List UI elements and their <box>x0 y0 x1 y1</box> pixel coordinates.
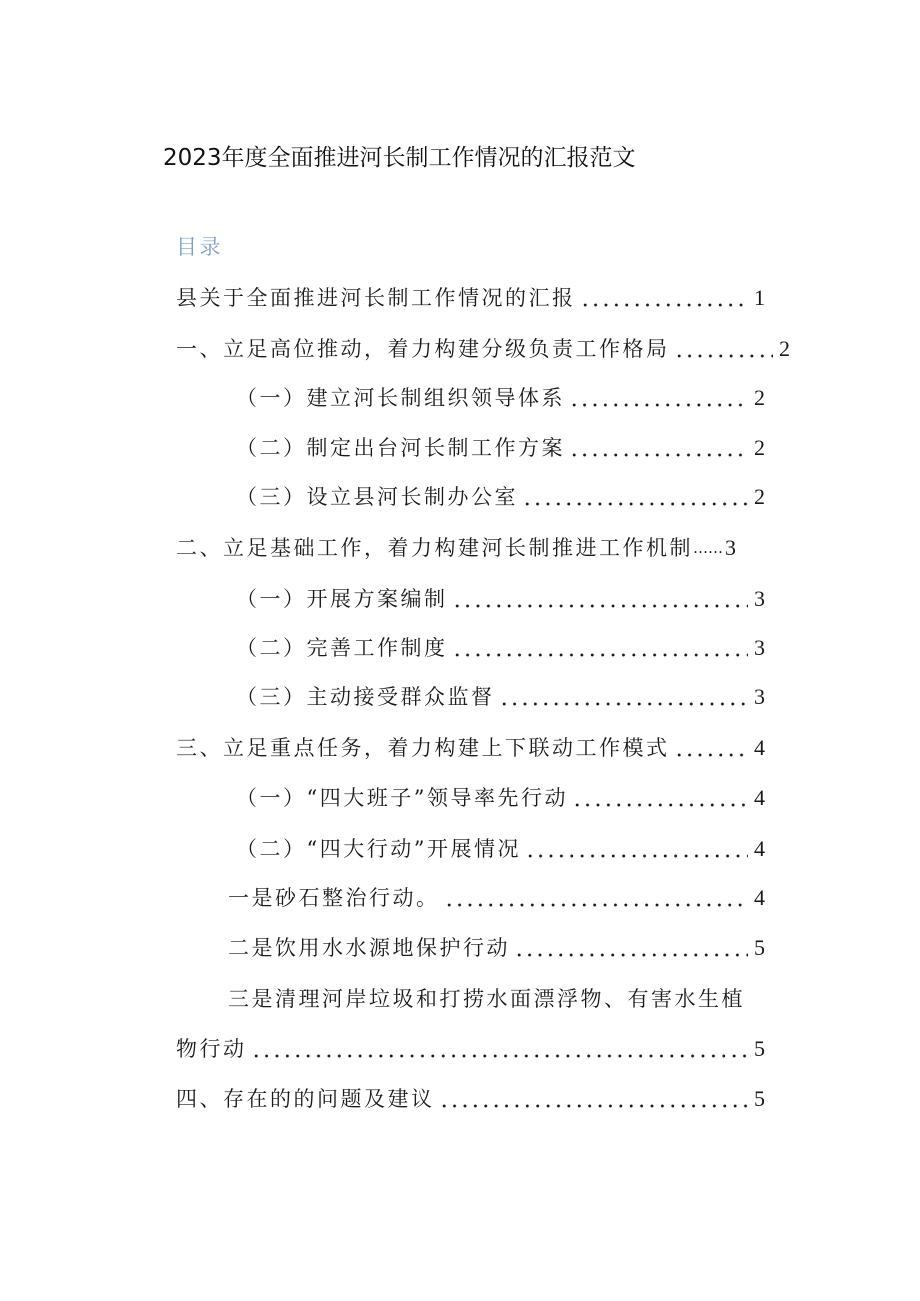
toc-entry-label: 县关于全面推进河长制工作情况的汇报 <box>176 286 576 310</box>
page-title: 2023年度全面推进河长制工作情况的汇报范文 <box>163 145 636 171</box>
toc-entry[interactable] <box>228 933 765 963</box>
toc-dot-leader <box>251 1034 749 1064</box>
toc-entry[interactable] <box>236 682 765 712</box>
toc-page-number: 3 <box>754 586 765 611</box>
toc-page-number: 2 <box>754 385 765 410</box>
toc-entry-label: 一是砂石整治行动。 <box>228 886 440 910</box>
toc-page-number: 2 <box>754 435 765 460</box>
toc-entry[interactable] <box>176 533 736 563</box>
toc-entry-label: （三）设立县河长制办公室 <box>236 485 518 509</box>
toc-page-number: 4 <box>754 735 765 760</box>
toc-dot-leader <box>439 1084 749 1114</box>
toc-entry-label: （三）主动接受群众监督 <box>236 685 495 709</box>
toc-ellipsis: …… <box>693 539 723 557</box>
toc-entry-label: （二）制定出台河长制工作方案 <box>236 436 565 460</box>
toc-dot-leader <box>499 682 749 712</box>
toc-entry-continuation[interactable] <box>176 1034 765 1064</box>
toc-dot-leader <box>674 334 774 364</box>
toc-dot-leader <box>452 584 749 614</box>
toc-entry-label: （二）完善工作制度 <box>236 636 448 660</box>
toc-entry[interactable] <box>236 783 765 813</box>
toc-entry-label: （一）开展方案编制 <box>236 587 448 611</box>
toc-page-number: 4 <box>754 885 765 910</box>
toc-entry[interactable] <box>236 834 765 864</box>
toc-entry-label: 二、立足基础工作，着力构建河长制推进工作机制 <box>176 536 693 560</box>
toc-entry-label: 物行动 <box>176 1037 247 1061</box>
toc-page-number: 3 <box>754 635 765 660</box>
toc-entry-label: 四、存在的的问题及建议 <box>176 1087 435 1111</box>
toc-entry-label: 一、立足高位推动，着力构建分级负责工作格局 <box>176 337 670 361</box>
toc-dot-leader <box>569 383 748 413</box>
toc-dot-leader <box>569 433 748 463</box>
toc-page-number: 2 <box>779 336 790 361</box>
toc-entry[interactable] <box>236 633 765 663</box>
toc-dot-leader <box>572 783 748 813</box>
toc-dot-leader <box>514 933 748 963</box>
toc-entry-label: 三、立足重点任务，着力构建上下联动工作模式 <box>176 736 670 760</box>
toc-entry[interactable] <box>176 283 765 313</box>
toc-entry[interactable] <box>176 733 765 763</box>
toc-dot-leader <box>580 283 749 313</box>
toc-entry[interactable] <box>228 883 765 913</box>
toc-entry[interactable] <box>228 984 745 1014</box>
toc-page-number: 4 <box>754 836 765 861</box>
toc-entry[interactable] <box>176 1084 765 1114</box>
toc-entry[interactable] <box>236 433 765 463</box>
toc-page-number: 3 <box>725 535 736 560</box>
toc-dot-leader <box>452 633 749 663</box>
toc-entry[interactable] <box>236 383 765 413</box>
toc-entry[interactable] <box>236 482 765 512</box>
toc-page-number: 2 <box>754 484 765 509</box>
toc-entry-label: （一）“四大班子”领导率先行动 <box>236 786 568 810</box>
toc-dot-leader <box>525 834 748 864</box>
toc-page-number: 5 <box>754 1036 765 1061</box>
toc-page-number: 1 <box>754 285 765 310</box>
toc-entry-label: 三是清理河岸垃圾和打捞水面漂浮物、有害水生植 <box>228 987 745 1011</box>
toc-dot-leader <box>522 482 748 512</box>
toc-dot-leader <box>444 883 749 913</box>
toc-entry-label: （一）建立河长制组织领导体系 <box>236 386 565 410</box>
toc-heading: 目录 <box>176 235 223 259</box>
toc-entry-label: （二）“四大行动”开展情况 <box>236 837 521 861</box>
toc-page-number: 5 <box>754 1086 765 1111</box>
toc-entry[interactable] <box>176 334 790 364</box>
toc-page-number: 5 <box>754 935 765 960</box>
toc-entry-label: 二是饮用水水源地保护行动 <box>228 936 510 960</box>
toc-dot-leader <box>674 733 749 763</box>
toc-page-number: 4 <box>754 785 765 810</box>
toc-page-number: 3 <box>754 684 765 709</box>
toc-entry[interactable] <box>236 584 765 614</box>
